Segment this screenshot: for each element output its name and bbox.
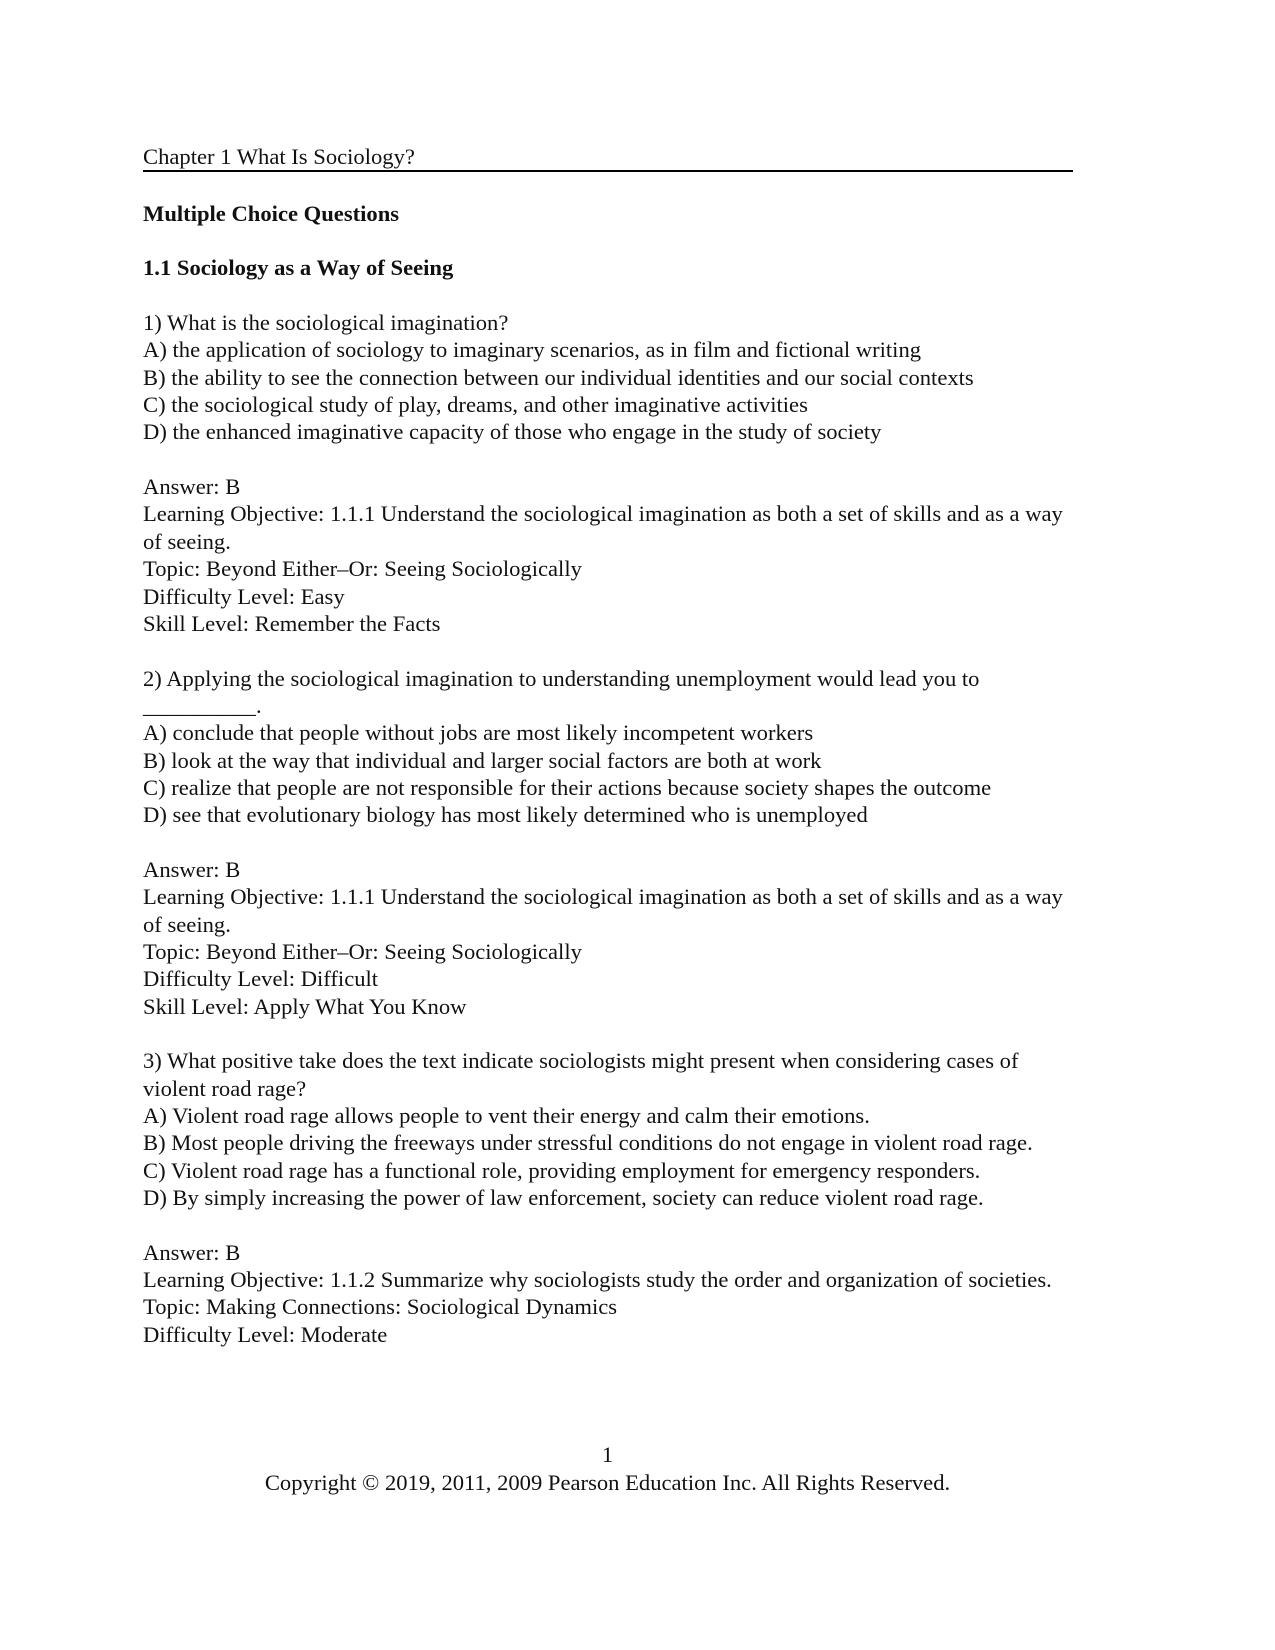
option-c: C) the sociological study of play, dreams, and other imaginative activities <box>143 392 808 418</box>
question-2 <box>143 665 1073 829</box>
question-1-meta <box>143 473 1073 637</box>
question-1 <box>143 309 1073 446</box>
skill-level: Skill Level: Apply What You Know <box>143 993 467 1019</box>
chapter-header: Chapter 1 What Is Sociology? <box>143 143 1073 172</box>
learning-objective: Learning Objective: 1.1.1 Understand the sociological imagination as both a set of skills and as a way of seeing. <box>143 884 1063 937</box>
question-stem: 2) Applying the sociological imagination to understanding unemployment would lead you to __________. <box>143 665 980 718</box>
option-c: C) realize that people are not responsible for their actions because society shapes the outcome <box>143 774 992 800</box>
learning-objective: Learning Objective: 1.1.2 Summarize why sociologists study the order and organization of societies. <box>143 1267 1052 1293</box>
question-3 <box>143 1047 1073 1211</box>
option-d: D) the enhanced imaginative capacity of those who engage in the study of society <box>143 419 882 445</box>
option-b: B) look at the way that individual and larger social factors are both at work <box>143 747 822 773</box>
difficulty: Difficulty Level: Moderate <box>143 1321 388 1347</box>
option-a: A) conclude that people without jobs are most likely incompetent workers <box>143 720 814 746</box>
option-a: A) Violent road rage allows people to vent their energy and calm their emotions. <box>143 1103 870 1129</box>
difficulty: Difficulty Level: Easy <box>143 583 345 609</box>
document-page <box>143 143 1073 1348</box>
option-d: D) By simply increasing the power of law enforcement, society can reduce violent road rage. <box>143 1185 984 1211</box>
question-stem: 1) What is the sociological imagination? <box>143 310 509 336</box>
answer: Answer: B <box>143 474 241 500</box>
topic: Topic: Making Connections: Sociological Dynamics <box>143 1294 618 1320</box>
subsection-title: 1.1 Sociology as a Way of Seeing <box>143 255 454 281</box>
option-a: A) the application of sociology to imaginary scenarios, as in film and fictional writing <box>143 337 922 363</box>
section-title: Multiple Choice Questions <box>143 200 400 226</box>
question-2-meta <box>143 856 1073 1020</box>
copyright-notice: Copyright © 2019, 2011, 2009 Pearson Education Inc. All Rights Reserved. <box>264 1470 951 1495</box>
question-stem: 3) What positive take does the text indicate sociologists might present when considering cases of violent road rage? <box>143 1048 1019 1101</box>
option-d: D) see that evolutionary biology has most likely determined who is unemployed <box>143 802 868 828</box>
learning-objective: Learning Objective: 1.1.1 Understand the sociological imagination as both a set of skills and as a way of seeing. <box>143 501 1063 554</box>
answer: Answer: B <box>143 856 241 882</box>
skill-level: Skill Level: Remember the Facts <box>143 610 441 636</box>
answer: Answer: B <box>143 1239 241 1265</box>
difficulty: Difficulty Level: Difficult <box>143 966 379 992</box>
option-b: B) Most people driving the freeways under stressful conditions do not engage in violent road rage. <box>143 1130 1033 1156</box>
option-b: B) the ability to see the connection between our individual identities and our social contexts <box>143 364 974 390</box>
topic: Topic: Beyond Either–Or: Seeing Sociologically <box>143 938 582 964</box>
page-number: 1 <box>601 1442 614 1467</box>
topic: Topic: Beyond Either–Or: Seeing Sociologically <box>143 556 582 582</box>
question-3-meta <box>143 1239 1073 1348</box>
option-c: C) Violent road rage has a functional role, providing employment for emergency responders. <box>143 1157 981 1183</box>
